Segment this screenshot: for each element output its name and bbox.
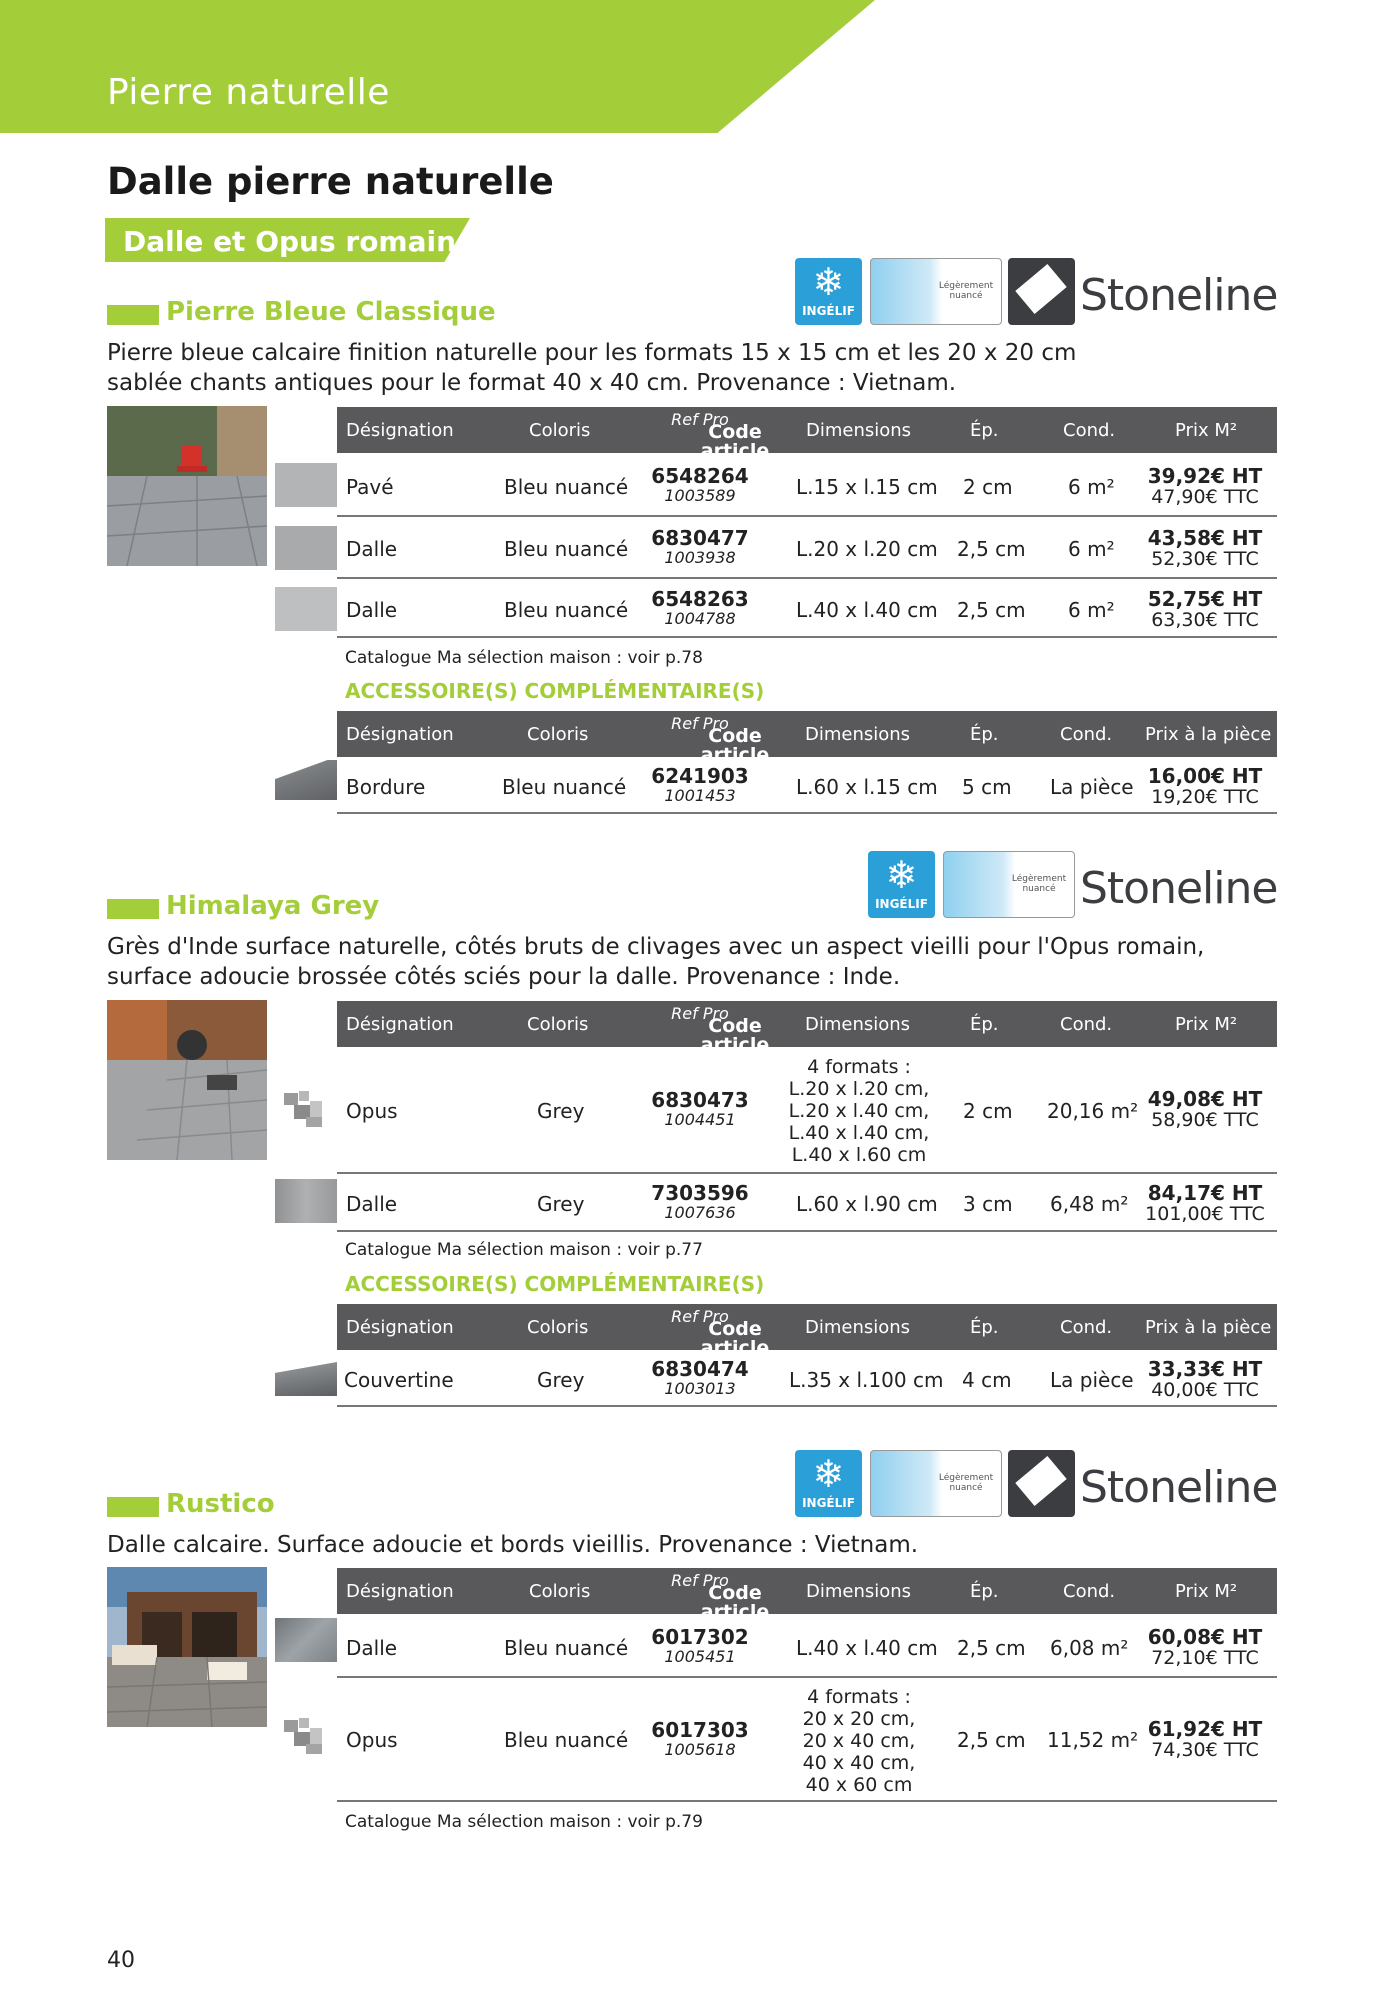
accessory-title: ACCESSOIRE(S) COMPLÉMENTAIRE(S) [345, 1272, 765, 1296]
slightly-shaded-icon: Légèrement nuancé [870, 1450, 1002, 1517]
table-row: Dalle Bleu nuancé 6830477 1003938 L.20 x l.20 cm 2,5 cm 6 m² 43,58€ HT 52,30€ TTC [337, 517, 1277, 579]
accessory-thumbnail [275, 760, 337, 800]
product-thumbnail [275, 587, 337, 631]
product-thumbnail [275, 1618, 337, 1662]
badges-group [795, 258, 1278, 326]
catalogue-note: Catalogue Ma sélection maison : voir p.78 [345, 648, 703, 668]
table-header: Désignation Coloris Code article Ref Pro Dimensions Ép. Cond. Prix à la pièce [337, 1304, 1277, 1350]
section-title: Pierre naturelle [107, 72, 390, 113]
slightly-shaded-icon: Légèrement nuancé [870, 258, 1002, 325]
table-header: Désignation Coloris Code article Ref Pro Dimensions Ép. Cond. Prix M² [337, 407, 1277, 453]
badges-group [795, 1450, 1278, 1518]
table-header: Désignation Coloris Code article Ref Pro Dimensions Ép. Cond. Prix M² [337, 1568, 1277, 1614]
table-row: Dalle Bleu nuancé 6017302 1005451 L.40 x l.40 cm 2,5 cm 6,08 m² 60,08€ HT 72,10€ TTC [337, 1614, 1277, 1678]
table-row: Opus Bleu nuancé 6017303 1005618 4 formats : 20 x 20 cm, 20 x 40 cm, 40 x 40 cm, 40 x 60 cm 2,5 cm 11,52 m² 61,92€ HT 74,30€ TTC [337, 1678, 1277, 1802]
frost-resistant-icon: ❄ INGÉLIF [868, 851, 935, 918]
page-number: 40 [107, 1948, 135, 1973]
product-thumbnail [275, 1179, 337, 1223]
table-row: Pavé Bleu nuancé 6548264 1003589 L.15 x l.15 cm 2 cm 6 m² 39,92€ HT 47,90€ TTC [337, 453, 1277, 517]
table-row: Dalle Grey 7303596 1007636 L.60 x l.90 cm 3 cm 6,48 m² 84,17€ HT 101,00€ TTC [337, 1174, 1277, 1232]
section-marker [107, 1497, 159, 1517]
badges-group [868, 851, 1278, 919]
table-row: Couvertine Grey 6830474 1003013 L.35 x l.100 cm 4 cm La pièce 33,33€ HT 40,00€ TTC [337, 1350, 1277, 1407]
opus-pattern-icon [280, 1714, 330, 1758]
frost-resistant-icon: ❄ INGÉLIF [795, 258, 862, 325]
product-description: Grès d'Inde surface naturelle, côtés bruts de clivages avec un aspect vieilli pour l'Opus romain, surface adoucie brossée côtés sciés pour la dalle. Provenance : Inde. [107, 934, 1205, 990]
section-marker [107, 305, 159, 325]
product-description: Dalle calcaire. Surface adoucie et bords vieillis. Provenance : Vietnam. [107, 1532, 919, 1558]
accessory-thumbnail [275, 1358, 337, 1396]
brand-logo: Stoneline [1080, 270, 1278, 321]
table-row: Opus Grey 6830473 1004451 4 formats : L.20 x l.20 cm, L.20 x l.40 cm, L.40 x l.40 cm, L.40 x l.60 cm 2 cm 20,16 m² 49,08€ HT 58,90€ TTC [337, 1047, 1277, 1174]
stoneline-logo-icon [1008, 258, 1075, 325]
table-row: Dalle Bleu nuancé 6548263 1004788 L.40 x l.40 cm 2,5 cm 6 m² 52,75€ HT 63,30€ TTC [337, 579, 1277, 638]
section-marker [107, 899, 159, 919]
table-header: Désignation Coloris Code article Ref Pro Dimensions Ép. Cond. Prix M² [337, 1001, 1277, 1047]
subsection-title: Dalle et Opus romain [123, 225, 457, 258]
product-thumbnail [275, 463, 337, 507]
product-description: Pierre bleue calcaire finition naturelle pour les formats 15 x 15 cm et les 20 x 20 cm sablée chants antiques pour le format 40 x 40 cm. Provenance : Vietnam. [107, 340, 1077, 396]
product-photo [107, 1567, 267, 1727]
slightly-shaded-icon: Légèrement nuancé [943, 851, 1075, 918]
accessory-title: ACCESSOIRE(S) COMPLÉMENTAIRE(S) [345, 679, 765, 703]
product-title: Rustico [166, 1489, 275, 1519]
product-title: Pierre Bleue Classique [166, 297, 496, 327]
product-thumbnail [275, 526, 337, 570]
header-banner [0, 0, 875, 133]
catalogue-note: Catalogue Ma sélection maison : voir p.77 [345, 1240, 703, 1260]
product-photo [107, 406, 267, 566]
table-row: Bordure Bleu nuancé 6241903 1001453 L.60 x l.15 cm 5 cm La pièce 16,00€ HT 19,20€ TTC [337, 757, 1277, 814]
brand-logo: Stoneline [1080, 1462, 1278, 1513]
product-photo [107, 1000, 267, 1160]
frost-resistant-icon: ❄ INGÉLIF [795, 1450, 862, 1517]
catalogue-note: Catalogue Ma sélection maison : voir p.79 [345, 1812, 703, 1832]
brand-logo: Stoneline [1080, 863, 1278, 914]
product-title: Himalaya Grey [166, 891, 380, 921]
page-title: Dalle pierre naturelle [107, 160, 554, 203]
opus-pattern-icon [280, 1087, 330, 1131]
table-header: Désignation Coloris Code article Ref Pro Dimensions Ép. Cond. Prix à la pièce [337, 711, 1277, 757]
stoneline-logo-icon [1008, 1450, 1075, 1517]
